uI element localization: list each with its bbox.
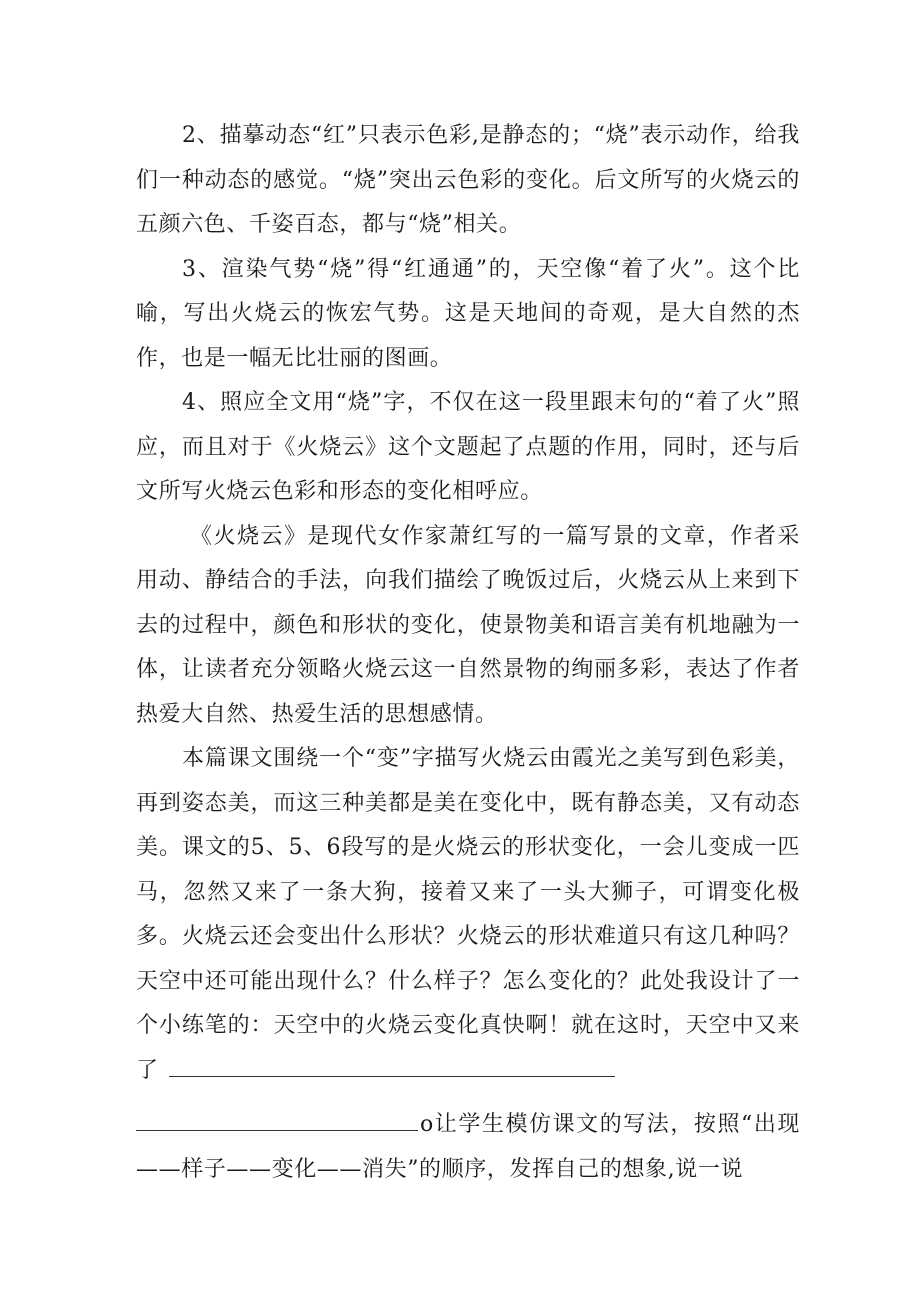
spacer xyxy=(136,1093,800,1103)
paragraph-echo-theme: 4、照应全文用“烧”字，不仅在这一段里跟末句的“着了火”照应，而且对于《火烧云》这个文题起了点题的作用，同时，还与后文所写火烧云色彩和形态的变化相呼应。 xyxy=(136,390,800,504)
exercise-continued-text: o让学生模仿课文的写法，按照“出现——样子——变化——消失”的顺序，发挥自己的想象,说一说 xyxy=(136,1112,800,1182)
paragraph-describe-dynamic: 2、描摹动态“红”只表示色彩,是静态的；“烧”表示动作，给我们一种动态的感觉。“烧”突出云色彩的变化。后文所写的火烧云的五颜六色、千姿百态，都与“烧”相关。 xyxy=(136,123,800,237)
paragraph-summary: 《火烧云》是现代女作家萧红写的一篇写景的文章，作者采用动、静结合的手法，向我们描绘了晚饭过后，火烧云从上来到下去的过程中，颜色和形状的变化，使景物美和语言美有机地融为一体，让读者充分领略火烧云这一自然景物的绚丽多彩，表达了作者热爱大自然、热爱生活的思想感情。 xyxy=(136,523,800,727)
paragraph-exercise-continued xyxy=(136,1103,800,1192)
paragraph-render-momentum: 3、渲染气势“烧”得“红通通”的，天空像“着了火”。这个比喻，写出火烧云的恢宏气势。这是天地间的奇观，是大自然的杰作，也是一幅无比壮丽的图画。 xyxy=(136,256,800,371)
fill-blank-line xyxy=(169,1056,615,1077)
fill-blank-line-continued xyxy=(136,1110,418,1131)
document-page xyxy=(136,114,800,1192)
paragraph-exercise xyxy=(136,737,800,1093)
exercise-text: 本篇课文围绕一个“变”字描写火烧云由霞光之美写到色彩美，再到姿态美，而这三种美都是美在变化中，既有静态美，又有动态美。课文的5、5、6段写的是火烧云的形状变化，一会儿变成一匹马，忽然又来了一条大狗，接着又来了一头大狮子，可谓变化极多。火烧云还会变出什么形状？火烧云的形状难道只有这几种吗？天空中还可能出现什么？什么样子？怎么变化的？此处我设计了一个小练笔的：天空中的火烧云变化真快啊！就在这时，天空中又来了 xyxy=(136,746,800,1083)
